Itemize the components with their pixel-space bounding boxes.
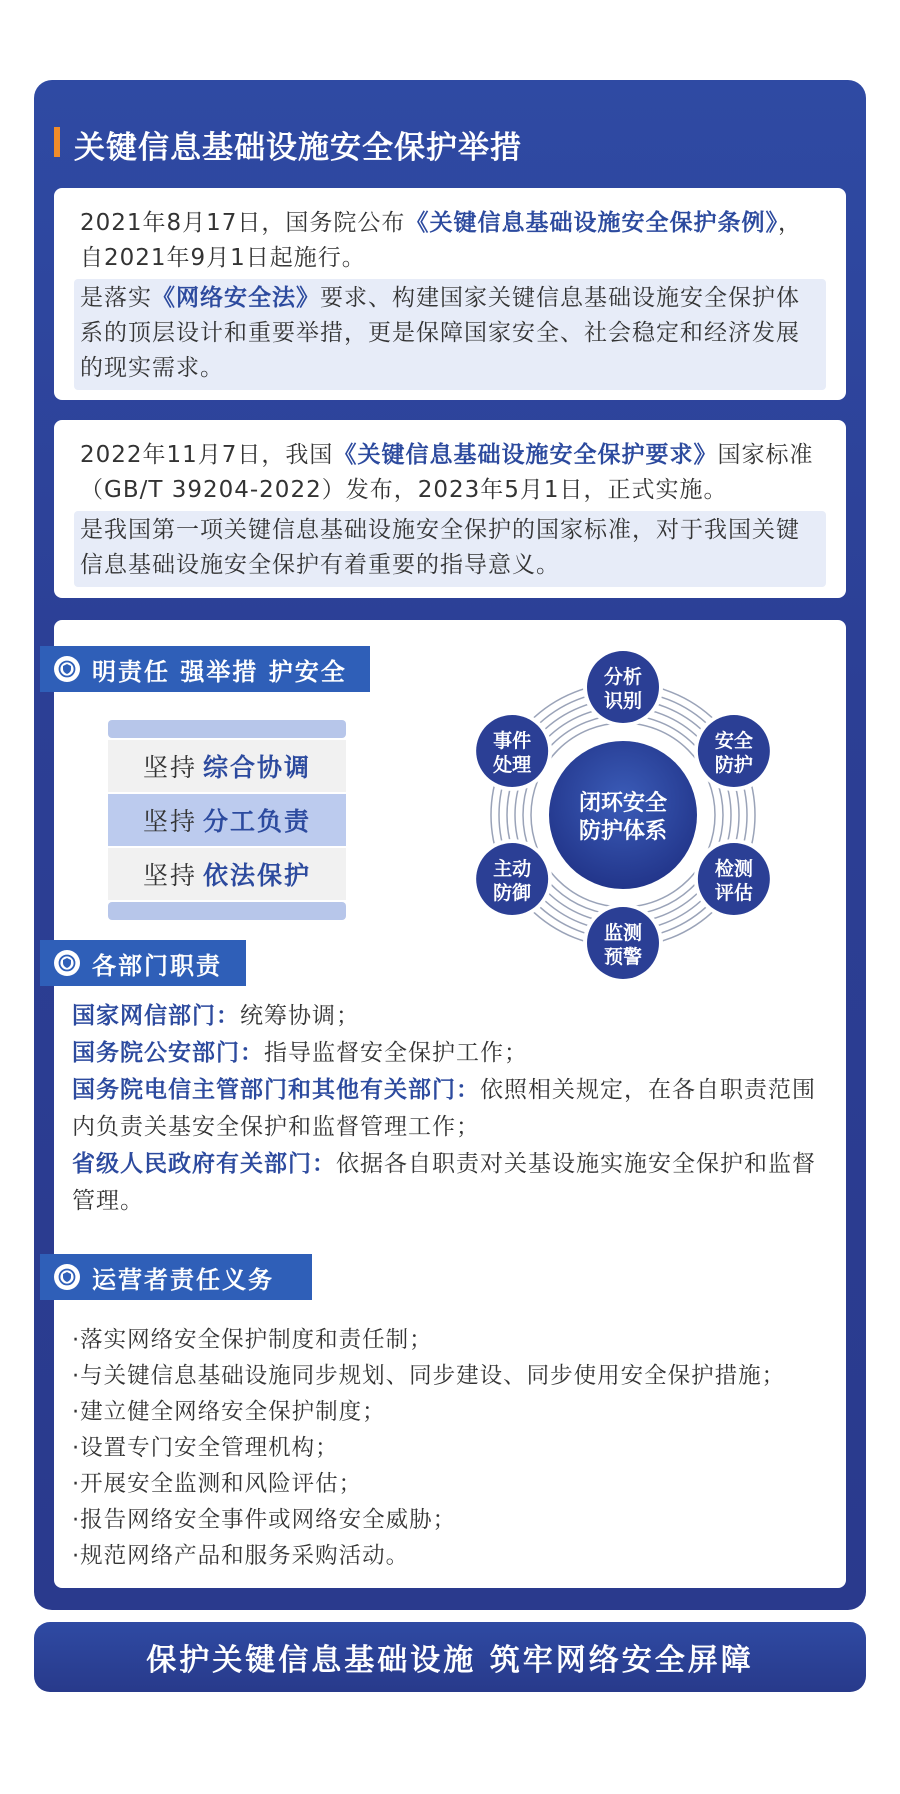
diagram-node-label: 处理: [493, 754, 532, 776]
diagram-node-label: 检测: [714, 858, 753, 880]
section3-title: 运营者责任义务: [92, 1265, 274, 1294]
principle-key: 依法保护: [203, 861, 312, 890]
diagram-node-label: 防御: [493, 882, 532, 904]
diagram-node-label: 监测: [603, 922, 643, 944]
shield-globe-icon: [54, 1264, 80, 1290]
dept-item: [72, 1072, 822, 1146]
diagram-node-label: 评估: [714, 882, 753, 904]
footer-slogan: 保护关键信息基础设施 筑牢网络安全屏障: [34, 1622, 866, 1692]
card-measures: [54, 620, 846, 1588]
card1-date-text: 2021年8月17日，国务院公布: [80, 210, 406, 236]
main-panel: [34, 80, 866, 1610]
duty-item: ·报告网络安全事件或网络安全威胁；: [72, 1507, 457, 1533]
principle-key: 分工负责: [203, 807, 312, 836]
department-duties: [72, 998, 822, 1220]
principle-key: 综合协调: [203, 753, 312, 782]
card1-highlight: [74, 279, 826, 390]
diagram-node: [472, 711, 552, 791]
card1-hl-law-title: 《网络安全法》: [152, 285, 320, 311]
dept-label: 国家网信部门：: [72, 1003, 240, 1029]
duty-item: ·规范网络产品和服务采购活动。: [72, 1543, 410, 1569]
card1-hl-pre: 是落实: [80, 285, 152, 311]
card2-post-text: 国家标准（GB/T 39204-2022）发布，2023年5月1日，正式实施。: [80, 442, 814, 503]
section-label-departments: [40, 940, 246, 986]
dept-item: [72, 1035, 822, 1072]
dept-label: 国务院电信主管部门和其他有关部门：: [72, 1077, 480, 1103]
duty-item: ·设置专门安全管理机构；: [72, 1435, 339, 1461]
shield-globe-icon: [54, 950, 80, 976]
diagram-node: [583, 903, 663, 980]
main-title: 关键信息基础设施安全保护举措: [54, 122, 522, 167]
section1-title: 明责任 强举措 护安全: [92, 657, 347, 686]
dept-text: 指导监督安全保护工作；: [264, 1040, 528, 1066]
principles-bottom-bar: [108, 902, 346, 920]
principles-list: [108, 720, 346, 920]
dept-item: [72, 1146, 822, 1220]
dept-label: 国务院公安部门：: [72, 1040, 264, 1066]
principle-item: [108, 848, 346, 900]
closed-loop-diagram: [448, 650, 798, 980]
card-standard: [54, 420, 846, 598]
card1-text: [74, 206, 826, 276]
dept-text: 统筹协调；: [240, 1003, 360, 1029]
operator-duties: [72, 1322, 832, 1574]
diagram-node-label: 事件: [493, 730, 532, 752]
principle-prefix: 坚持: [142, 861, 197, 890]
section-label-responsibility: [40, 646, 370, 692]
card-regulation: [54, 188, 846, 400]
diagram-node-label: 识别: [603, 690, 643, 712]
principle-prefix: 坚持: [142, 807, 197, 836]
duty-item: ·落实网络安全保护制度和责任制；: [72, 1327, 433, 1353]
diagram-node-label: 预警: [603, 946, 643, 968]
dept-text: 依据各自职责对关基设施实施安全保护和监督管理。: [72, 1151, 816, 1214]
card2-text: [74, 438, 826, 508]
diagram-center-line1: 闭环安全: [578, 791, 668, 816]
dept-item: [72, 998, 822, 1035]
diagram-node-label: 安全: [714, 730, 753, 752]
diagram-node: [694, 839, 774, 919]
duty-item: ·与关键信息基础设施同步规划、同步建设、同步使用安全保护措施；: [72, 1363, 786, 1389]
dept-label: 省级人民政府有关部门：: [72, 1151, 336, 1177]
diagram-node-label: 防护: [714, 754, 753, 776]
dept-text: 依照相关规定，在各自职责范围内负责关基安全保护和监督管理工作；: [72, 1077, 816, 1140]
diagram-node: [694, 711, 774, 791]
duty-item: ·开展安全监测和风险评估；: [72, 1471, 363, 1497]
card2-doc-title: 《关键信息基础设施安全保护要求》: [333, 442, 718, 468]
diagram-node-label: 主动: [493, 858, 532, 880]
card2-highlight: 是我国第一项关键信息基础设施安全保护的国家标准，对于我国关键信息基础设施安全保护有着重要的指导意义。: [74, 511, 826, 587]
principle-item: [108, 794, 346, 846]
section2-title: 各部门职责: [92, 951, 222, 980]
card1-doc-title: 《关键信息基础设施安全保护条例》: [405, 210, 778, 236]
card1-effective-text: ，自2021年9月1日起施行。: [80, 210, 802, 271]
section-label-operator: [40, 1254, 312, 1300]
card1-hl-post: 要求、构建国家关键信息基础设施安全保护体系的顶层设计和重要举措，更是保障国家安全、社会稳定和经济发展的现实需求。: [80, 285, 800, 381]
card2-date-text: 2022年11月7日，我国: [80, 442, 334, 468]
diagram-center-line2: 防护体系: [578, 819, 668, 844]
principle-prefix: 坚持: [142, 753, 197, 782]
principle-item: [108, 740, 346, 792]
shield-globe-icon: [54, 656, 80, 682]
diagram-node-label: 分析: [603, 666, 643, 688]
diagram-node: [472, 839, 552, 919]
diagram-node: [583, 650, 663, 727]
duty-item: ·建立健全网络安全保护制度；: [72, 1399, 386, 1425]
principles-top-bar: [108, 720, 346, 738]
